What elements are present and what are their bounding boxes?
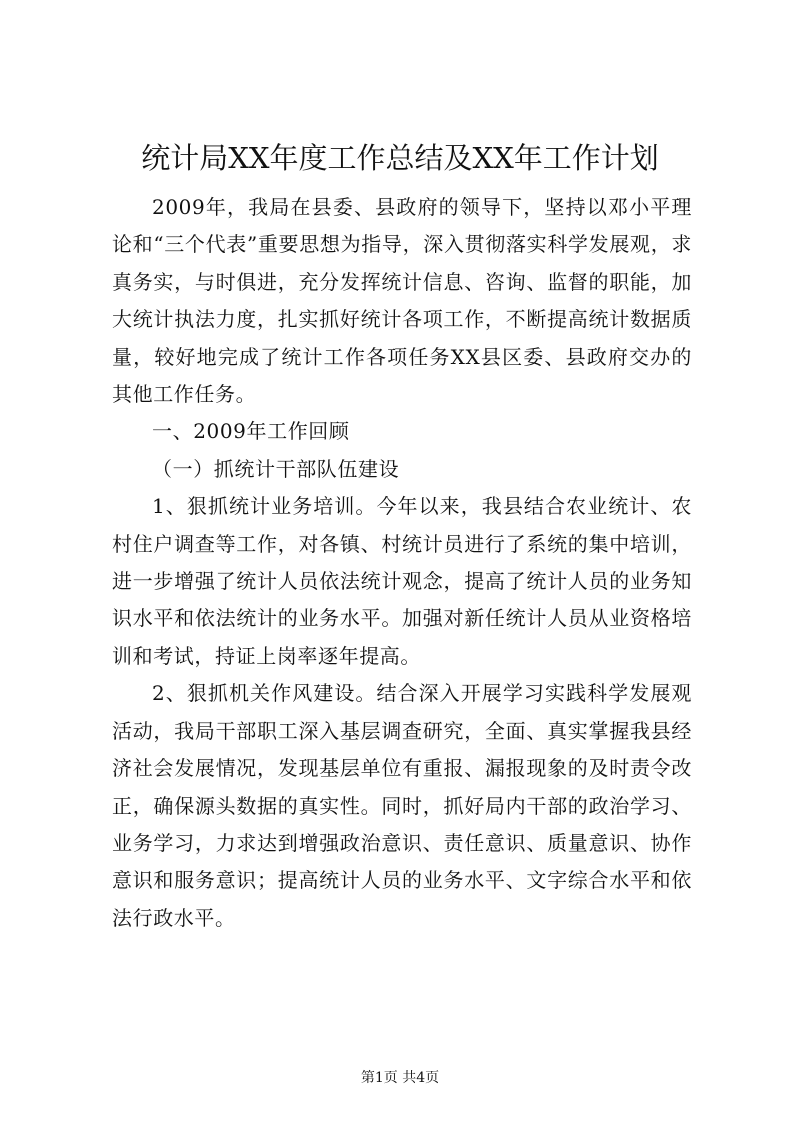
document-title: 统计局XX年度工作总结及XX年工作计划 [141,141,659,175]
document-body [112,189,692,937]
paragraph-training: 1、狠抓统计业务培训。今年以来，我县结合农业统计、农村住户调查等工作，对各镇、村统计员进行了系统的集中培训，进一步增强了统计人员依法统计观念，提高了统计人员的业务知识水平和依法统计的业务水平。加强对新任统计人员从业资格培训和考试，持证上岗率逐年提高。 [112,494,692,668]
page-footer: 第1页 共4页 [360,1070,440,1086]
subsection-heading: （一）抓统计干部队伍建设 [152,456,400,481]
paragraph-work-style: 2、狠抓机关作风建设。结合深入开展学习实践科学发展观活动，我局干部职工深入基层调查研究，全面、真实掌握我县经济社会发展情况，发现基层单位有重报、漏报现象的及时责令改正，确保源头数据的真实性。同时，抓好局内干部的政治学习、业务学习，力求达到增强政治意识、责任意识、质量意识、协作意识和服务意识；提高统计人员的业务水平、文字综合水平和依法行政水平。 [112,681,692,930]
paragraph-intro: 2009年，我局在县委、县政府的领导下，坚持以邓小平理论和“三个代表”重要思想为指导，深入贯彻落实科学发展观，求真务实，与时俱进，充分发挥统计信息、咨询、监督的职能，加大统计执法力度，扎实抓好统计各项工作，不断提高统计数据质量，较好地完成了统计工作各项任务XX县区委、县政府交办的其他工作任务。 [112,195,692,407]
section-heading: 一、2009年工作回顾 [152,419,350,444]
